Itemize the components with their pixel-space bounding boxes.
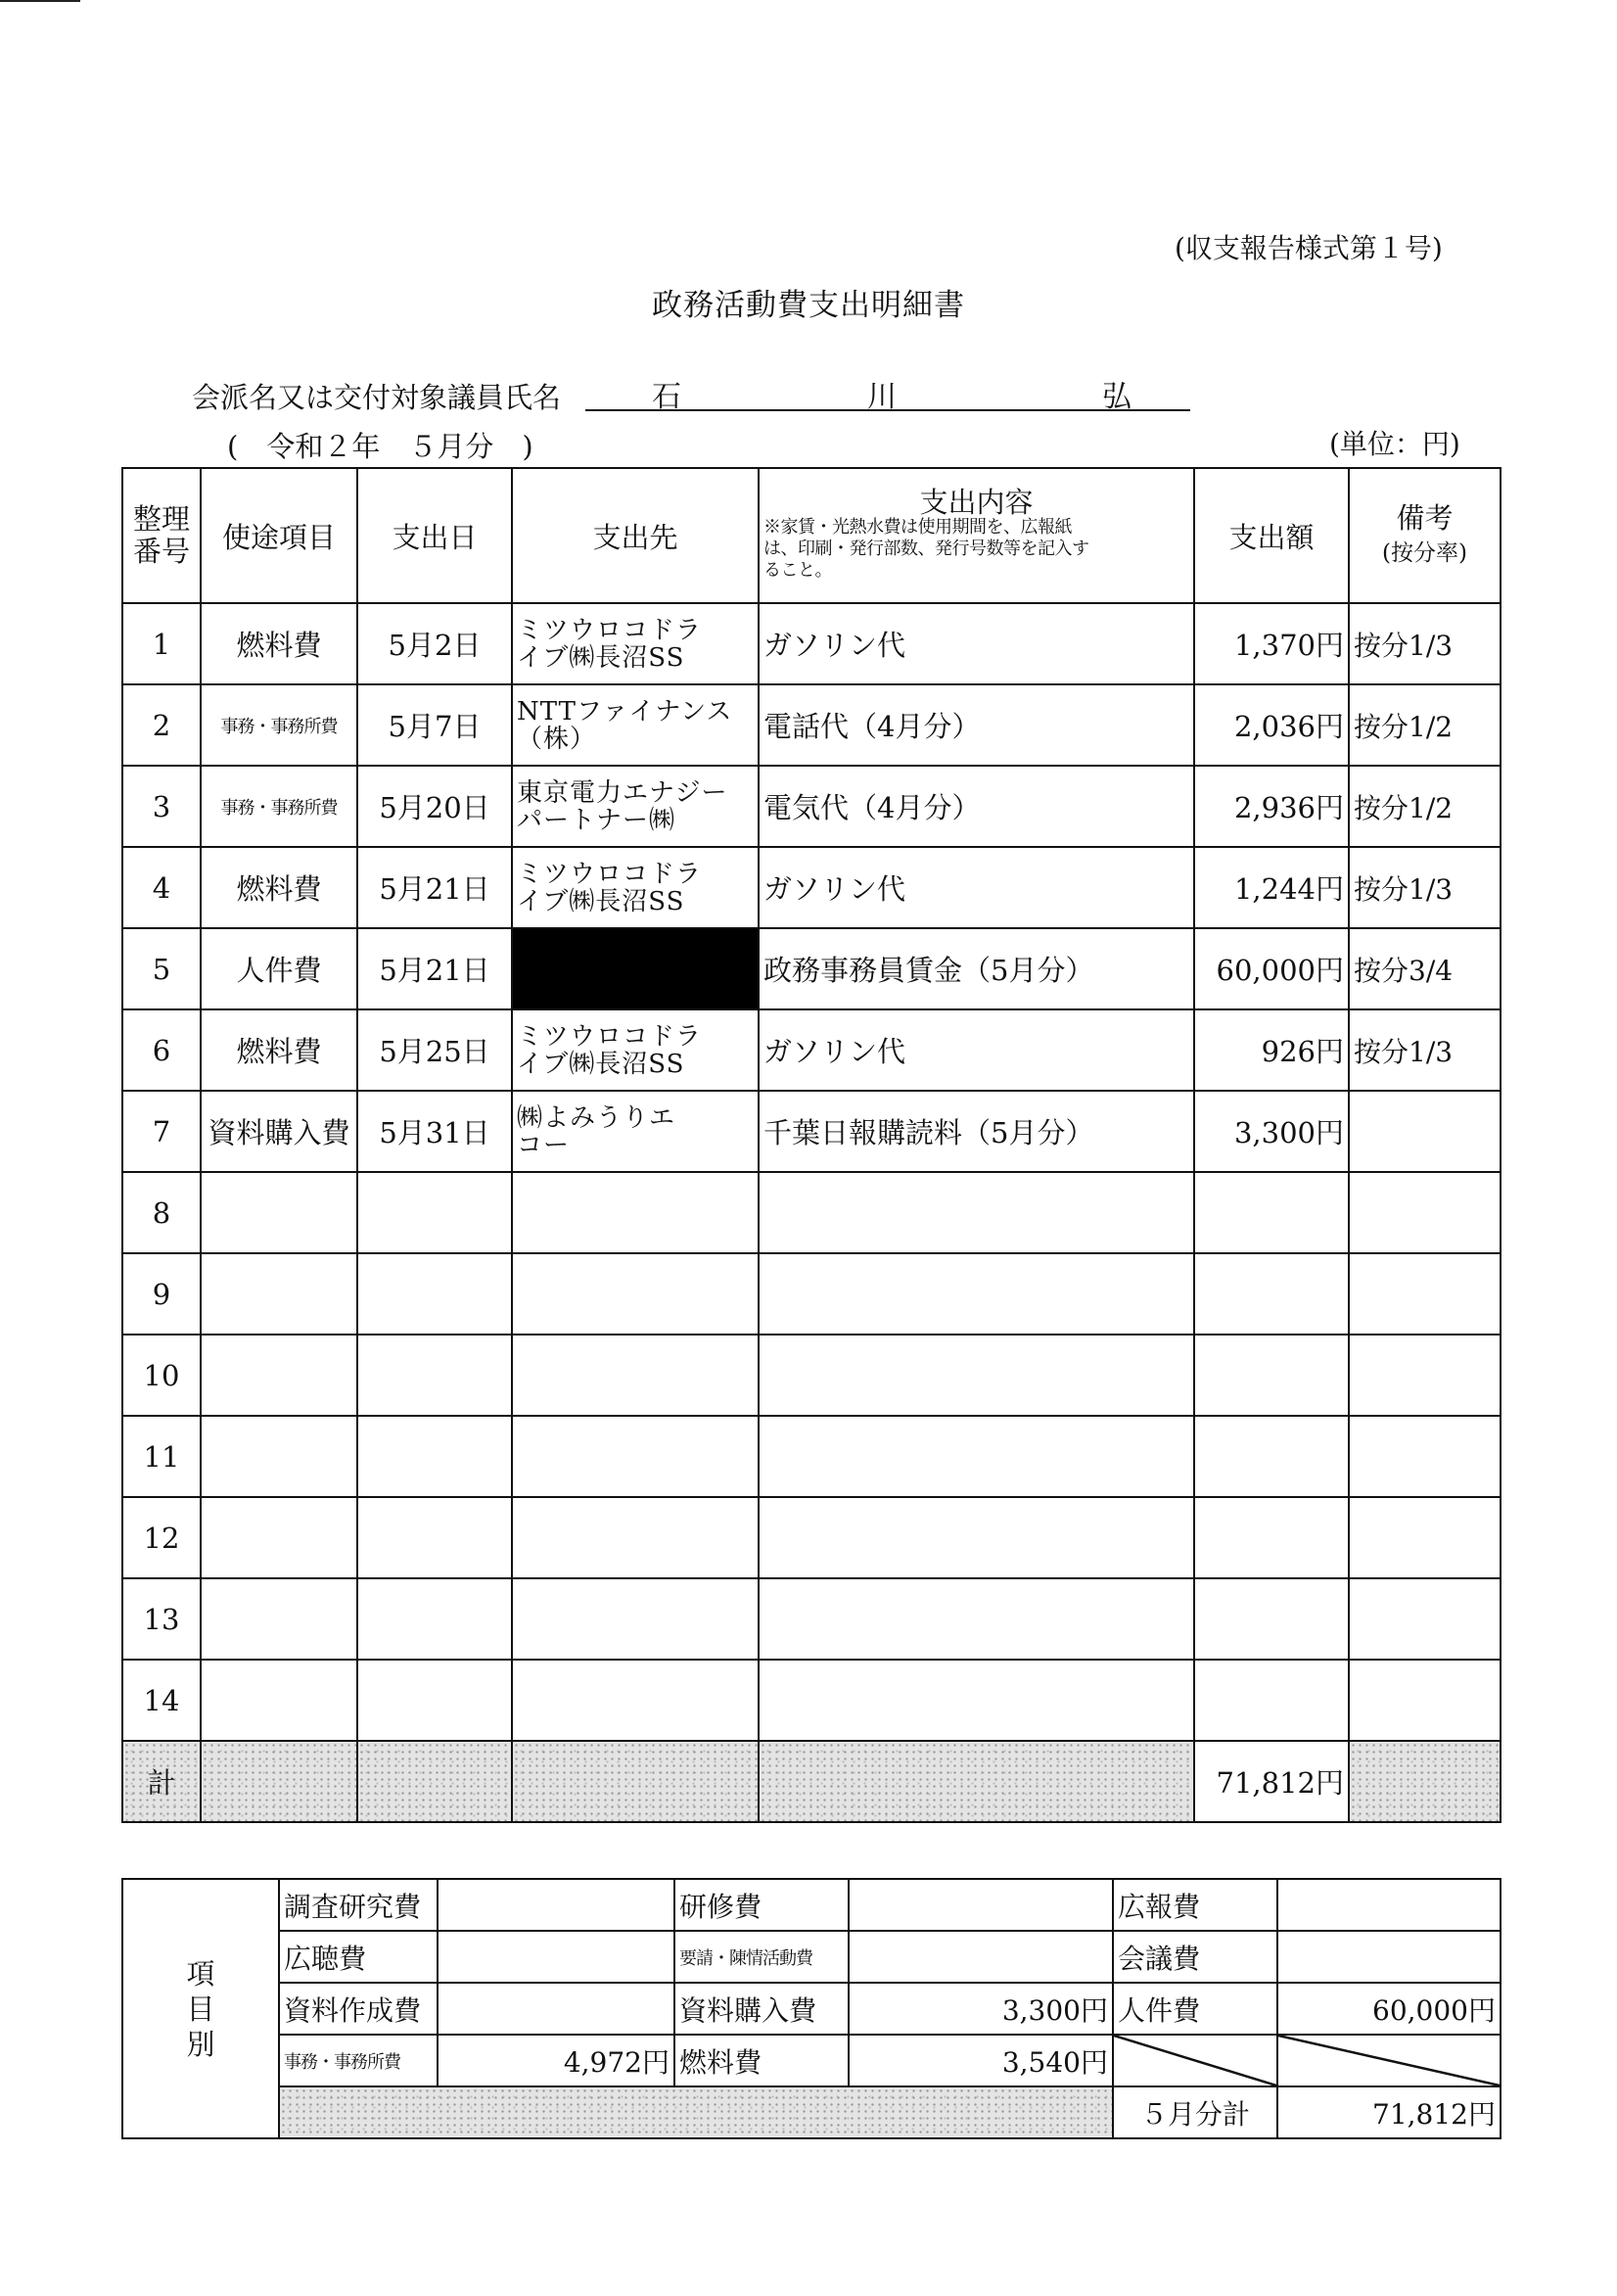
table-row bbox=[122, 1253, 1501, 1335]
table-row bbox=[122, 1416, 1501, 1497]
table-row bbox=[122, 1497, 1501, 1578]
header-number: 整理 番号 bbox=[122, 468, 201, 603]
table-row bbox=[122, 684, 1501, 766]
summary-label: 資料購入費 bbox=[674, 1983, 849, 2035]
row-date: 5月7日 bbox=[357, 684, 512, 766]
summary-label: 調査研究費 bbox=[279, 1879, 438, 1931]
summary-row bbox=[122, 1983, 1501, 2035]
summary-row bbox=[122, 1879, 1501, 1931]
summary-label: 人件費 bbox=[1113, 1983, 1277, 2035]
summary-value bbox=[1277, 1931, 1501, 1983]
summary-side-label: 項 目 別 bbox=[122, 1879, 279, 2138]
row-number: 13 bbox=[122, 1578, 201, 1660]
row-category: 燃料費 bbox=[201, 1009, 357, 1091]
row-amount: 3,300円 bbox=[1194, 1091, 1349, 1172]
summary-row bbox=[122, 2035, 1501, 2086]
table-row bbox=[122, 1172, 1501, 1253]
form-number: (収支報告様式第１号) bbox=[1175, 232, 1443, 264]
row-payee: ミツウロコドラ イブ㈱長沼SS bbox=[512, 1009, 759, 1091]
month-total-value: 71,812円 bbox=[1277, 2086, 1501, 2138]
row-category: 事務・事務所費 bbox=[201, 766, 357, 847]
header-category: 使途項目 bbox=[201, 468, 357, 603]
table-row bbox=[122, 1335, 1501, 1416]
row-number: 10 bbox=[122, 1335, 201, 1416]
row-category: 事務・事務所費 bbox=[201, 684, 357, 766]
row-category: 燃料費 bbox=[201, 847, 357, 928]
row-remarks: 按分1/2 bbox=[1349, 684, 1501, 766]
header-payee: 支出先 bbox=[512, 468, 759, 603]
summary-value bbox=[1277, 1879, 1501, 1931]
header-amount: 支出額 bbox=[1194, 468, 1349, 603]
summary-value: 4,972円 bbox=[438, 2035, 674, 2086]
row-remarks: 按分3/4 bbox=[1349, 928, 1501, 1009]
row-category: 燃料費 bbox=[201, 603, 357, 684]
row-category: 人件費 bbox=[201, 928, 357, 1009]
summary-value bbox=[849, 1879, 1113, 1931]
summary-label: 広聴費 bbox=[279, 1931, 438, 1983]
table-row bbox=[122, 1091, 1501, 1172]
table-row bbox=[122, 603, 1501, 684]
row-payee: ミツウロコドラ イブ㈱長沼SS bbox=[512, 847, 759, 928]
diagonal-slash-cell bbox=[1113, 2035, 1277, 2086]
summary-label: 燃料費 bbox=[674, 2035, 849, 2086]
row-payee: ミツウロコドラ イブ㈱長沼SS bbox=[512, 603, 759, 684]
row-date: 5月2日 bbox=[357, 603, 512, 684]
month-total-label: ５月分計 bbox=[1113, 2086, 1277, 2138]
member-name-char: 川 bbox=[867, 380, 897, 414]
summary-row bbox=[122, 1931, 1501, 1983]
summary-label: 要請・陳情活動費 bbox=[674, 1931, 849, 1983]
row-content: ガソリン代 bbox=[759, 1009, 1194, 1091]
row-amount: 2,036円 bbox=[1194, 684, 1349, 766]
header-content: 支出内容 ※家賃・光熱水費は使用期間を、広報紙 は、印刷・発行部数、発行号数等を記入す ること。 bbox=[759, 468, 1194, 603]
row-number: 7 bbox=[122, 1091, 201, 1172]
table-row bbox=[122, 1009, 1501, 1091]
row-number: 12 bbox=[122, 1497, 201, 1578]
row-content: 電気代（4月分） bbox=[759, 766, 1194, 847]
row-content: 政務事務員賃金（5月分） bbox=[759, 928, 1194, 1009]
shaded-area bbox=[279, 2086, 1113, 2138]
row-remarks: 按分1/3 bbox=[1349, 1009, 1501, 1091]
diagonal-slash-cell bbox=[1277, 2035, 1501, 2086]
table-row bbox=[122, 766, 1501, 847]
summary-label: 事務・事務所費 bbox=[279, 2035, 438, 2086]
total-row bbox=[122, 1741, 1501, 1822]
summary-value: 3,300円 bbox=[849, 1983, 1113, 2035]
summary-label: 広報費 bbox=[1113, 1879, 1277, 1931]
unit-label: (単位：円) bbox=[1329, 428, 1460, 460]
row-amount: 1,244円 bbox=[1194, 847, 1349, 928]
summary-label: 会議費 bbox=[1113, 1931, 1277, 1983]
row-date: 5月20日 bbox=[357, 766, 512, 847]
row-remarks: 按分1/3 bbox=[1349, 603, 1501, 684]
header-date: 支出日 bbox=[357, 468, 512, 603]
row-date: 5月21日 bbox=[357, 928, 512, 1009]
row-number: 8 bbox=[122, 1172, 201, 1253]
page-title: 政務活動費支出明細書 bbox=[652, 288, 965, 323]
row-date: 5月31日 bbox=[357, 1091, 512, 1172]
category-summary-table bbox=[121, 1878, 1502, 2139]
row-number: 14 bbox=[122, 1660, 201, 1741]
row-content: 電話代（4月分） bbox=[759, 684, 1194, 766]
row-amount: 926円 bbox=[1194, 1009, 1349, 1091]
row-payee: ㈱よみうりエ コー bbox=[512, 1091, 759, 1172]
row-date: 5月21日 bbox=[357, 847, 512, 928]
row-category: 資料購入費 bbox=[201, 1091, 357, 1172]
member-name bbox=[585, 370, 1190, 414]
summary-label: 資料作成費 bbox=[279, 1983, 438, 2035]
row-amount: 60,000円 bbox=[1194, 928, 1349, 1009]
total-label: 計 bbox=[122, 1741, 201, 1822]
expense-table bbox=[121, 467, 1502, 1823]
table-row bbox=[122, 847, 1501, 928]
summary-value bbox=[438, 1879, 674, 1931]
summary-value: 60,000円 bbox=[1277, 1983, 1501, 2035]
row-date: 5月25日 bbox=[357, 1009, 512, 1091]
row-number: 1 bbox=[122, 603, 201, 684]
period: ( 令和２年 ５月分 ) bbox=[227, 430, 533, 463]
total-amount: 71,812円 bbox=[1194, 1741, 1349, 1822]
summary-label: 研修費 bbox=[674, 1879, 849, 1931]
summary-value bbox=[849, 1931, 1113, 1983]
member-name-char: 石 bbox=[652, 380, 681, 414]
table-row bbox=[122, 1578, 1501, 1660]
summary-value: 3,540円 bbox=[849, 2035, 1113, 2086]
row-amount: 1,370円 bbox=[1194, 603, 1349, 684]
row-number: 11 bbox=[122, 1416, 201, 1497]
row-amount: 2,936円 bbox=[1194, 766, 1349, 847]
row-number: 9 bbox=[122, 1253, 201, 1335]
row-payee: NTTファイナンス （株） bbox=[512, 684, 759, 766]
row-number: 4 bbox=[122, 847, 201, 928]
redacted-payee bbox=[512, 928, 759, 1009]
row-number: 6 bbox=[122, 1009, 201, 1091]
row-number: 5 bbox=[122, 928, 201, 1009]
row-content: ガソリン代 bbox=[759, 847, 1194, 928]
row-remarks: 按分1/2 bbox=[1349, 766, 1501, 847]
table-row bbox=[122, 1660, 1501, 1741]
member-label: 会派名又は交付対象議員氏名 bbox=[192, 381, 562, 414]
table-header-row bbox=[122, 468, 1501, 603]
table-row bbox=[122, 928, 1501, 1009]
summary-value bbox=[438, 1983, 674, 2035]
row-remarks: 按分1/3 bbox=[1349, 847, 1501, 928]
top-edge-line bbox=[0, 0, 80, 2]
member-name-char: 弘 bbox=[1102, 380, 1132, 414]
row-number: 3 bbox=[122, 766, 201, 847]
summary-value bbox=[438, 1931, 674, 1983]
row-remarks bbox=[1349, 1091, 1501, 1172]
row-number: 2 bbox=[122, 684, 201, 766]
summary-total-row bbox=[122, 2086, 1501, 2138]
row-content: ガソリン代 bbox=[759, 603, 1194, 684]
header-remarks: 備考 (按分率) bbox=[1349, 468, 1501, 603]
row-content: 千葉日報購読料（5月分） bbox=[759, 1091, 1194, 1172]
row-payee: 東京電力エナジー パートナー㈱ bbox=[512, 766, 759, 847]
